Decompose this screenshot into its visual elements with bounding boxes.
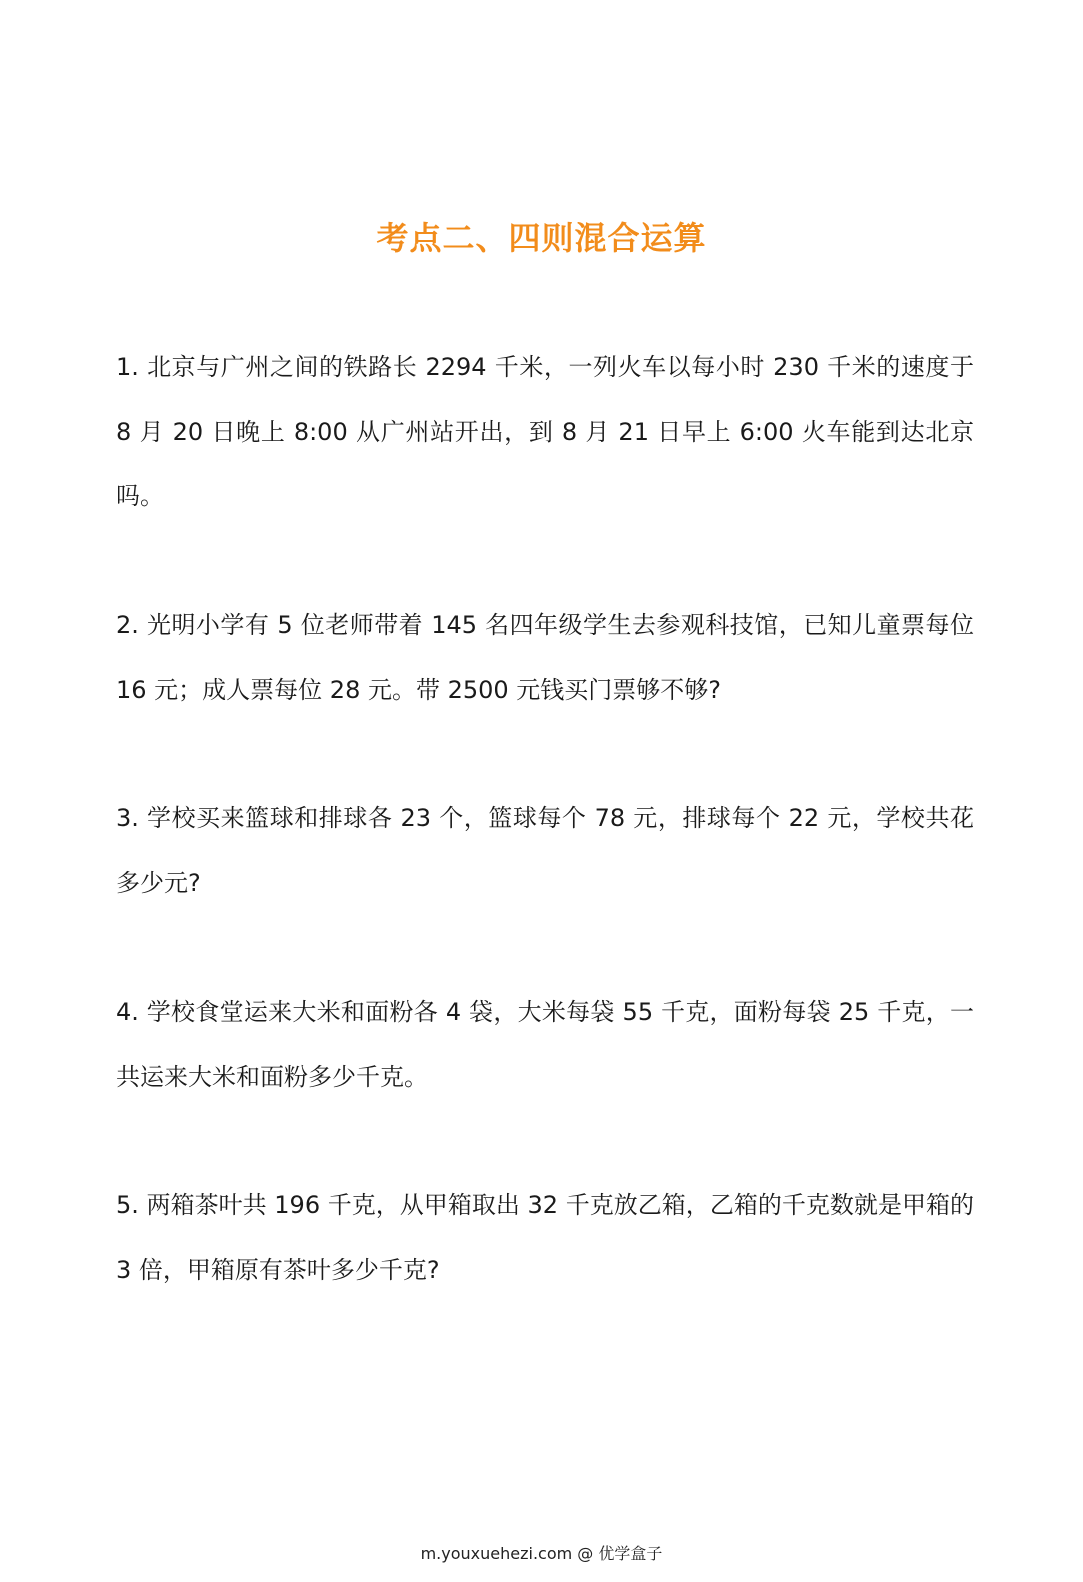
footer-watermark: m.youxuehezi.com @ 优学盒子 xyxy=(420,1544,663,1563)
question-1: 1. 北京与广州之间的铁路长 2294 千米，一列火车以每小时 230 千米的速度于 8 月 20 日晚上 8:00 从广州站开出，到 8 月 21 日早上 6:00 火车能到达北京吗。 xyxy=(116,353,974,510)
question-2: 2. 光明小学有 5 位老师带着 145 名四年级学生去参观科技馆，已知儿童票每位 16 元；成人票每位 28 元。带 2500 元钱买门票够不够? xyxy=(116,611,974,704)
question-5: 5. 两箱茶叶共 196 千克，从甲箱取出 32 千克放乙箱，乙箱的千克数就是甲箱的 3 倍，甲箱原有茶叶多少千克? xyxy=(116,1191,974,1284)
question-4: 4. 学校食堂运来大米和面粉各 4 袋，大米每袋 55 千克，面粉每袋 25 千克，一共运来大米和面粉多少千克。 xyxy=(116,998,974,1091)
page-title: 考点二、四则混合运算 xyxy=(376,219,707,257)
question-3: 3. 学校买来篮球和排球各 23 个，篮球每个 78 元，排球每个 22 元，学校共花多少元? xyxy=(116,804,974,897)
